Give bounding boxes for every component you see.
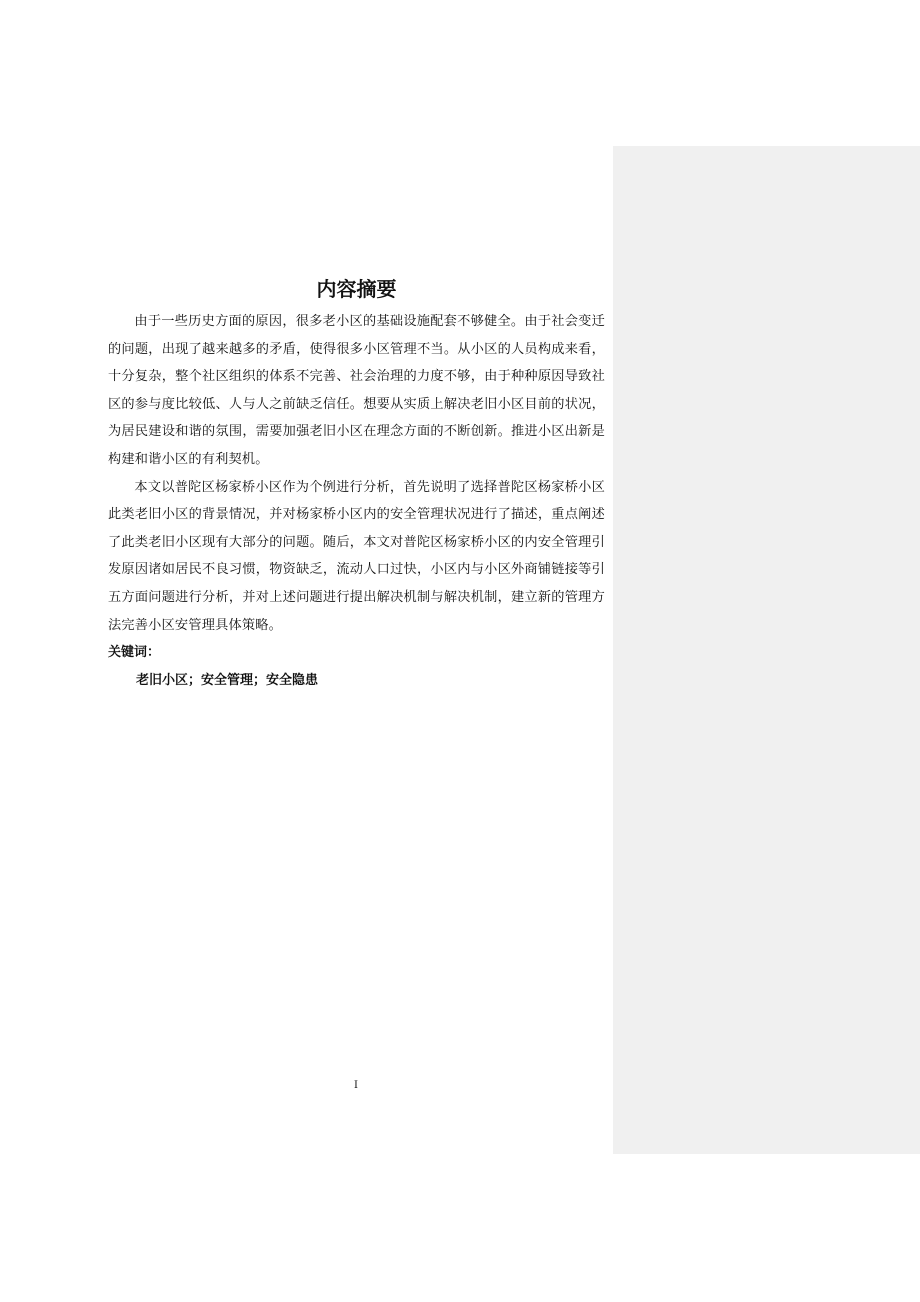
keywords-label: 关键词：: [108, 645, 161, 661]
keywords-list: 老旧小区；安全管理；安全隐患: [136, 673, 319, 689]
abstract-paragraph-2: 本文以普陀区杨家桥小区作为个例进行分析，首先说明了选择普陀区杨家桥小区此类老旧小区的背景情况，并对杨家桥小区内的安全管理状况进行了描述，重点阐述了此类老旧小区现有大部分的问题。随后，本文对普陀区杨家桥小区的内安全管理引发原因诸如居民不良习惯，物资缺乏，流动人口过快，小区内与小区外商铺链接等引五方面问题进行分析，并对上述问题进行提出解决机制与解决机制，建立新的管理方法完善小区安管理具体策略。: [108, 479, 605, 633]
abstract-title: 内容摘要: [316, 277, 397, 301]
abstract-paragraph-1: 由于一些历史方面的原因，很多老小区的基础设施配套不够健全。由于社会变迁的问题，出现了越来越多的矛盾，使得很多小区管理不当。从小区的人员构成来看，十分复杂，整个社区组织的体系不完善、社会治理的力度不够，由于种种原因导致社区的参与度比较低、人与人之前缺乏信任。想要从实质上解决老旧小区目前的状况，为居民建设和谐的氛围，需要加强老旧小区在理念方面的不断创新。推进小区出新是构建和谐小区的有利契机。: [108, 314, 605, 467]
comment-pane: [613, 146, 920, 1154]
abstract-section: [108, 274, 605, 695]
page-number: I: [354, 1080, 358, 1091]
